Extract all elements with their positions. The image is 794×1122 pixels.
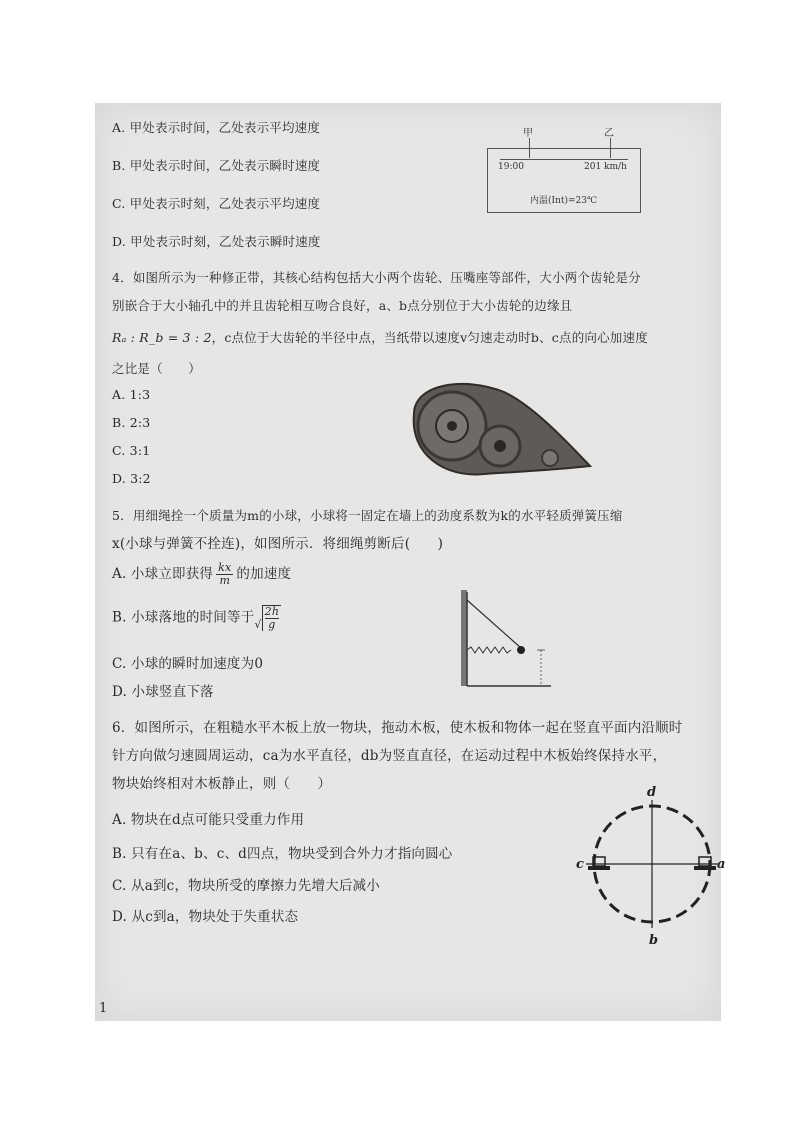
- q4-option-b: B. 2:3: [112, 415, 151, 430]
- q6-option-d: D. 从c到a，物块处于失重状态: [112, 909, 299, 925]
- q3-option-a: A. 甲处表示时间，乙处表示平均速度: [112, 120, 321, 135]
- q6-text-line2: 针方向做匀速圆周运动，ca为水平直径，db为竖直直径，在运动过程中木板始终保持水平，: [112, 748, 667, 764]
- q5-option-b: [112, 605, 281, 631]
- label-c: c: [576, 857, 584, 872]
- q4-text-line3-rest: ，c点位于大齿轮的半径中点，当纸带以速度v匀速走动时b、c点的向心加速度: [211, 330, 648, 345]
- fraction-numerator: kx: [218, 561, 232, 574]
- q3-option-c: C. 甲处表示时刻，乙处表示平均速度: [112, 196, 321, 211]
- q3-option-b: B. 甲处表示时间，乙处表示瞬时速度: [112, 158, 321, 173]
- q4-option-c: C. 3:1: [112, 443, 151, 458]
- q6-text-line3: 物块始终相对木板静止，则（ ）: [112, 776, 332, 792]
- fraction-denominator: m: [219, 574, 231, 587]
- q4-text-line4: 之比是（ ）: [112, 361, 201, 376]
- q4-radius-ratio: Rₐ : R_b = 3 : 2: [112, 330, 212, 345]
- q6-option-a: A. 物块在d点可能只受重力作用: [112, 812, 305, 828]
- q5-option-a-suffix: 的加速度: [236, 566, 292, 582]
- q5-option-d: D. 小球竖直下落: [112, 684, 214, 700]
- sign-divider: [500, 159, 628, 160]
- wall: [461, 590, 467, 686]
- spring: [467, 647, 511, 653]
- q5-option-c: C. 小球的瞬时加速度为0: [112, 656, 264, 672]
- sign-time: 19:00: [498, 162, 524, 172]
- q6-text-line1: 6．如图所示，在粗糙水平木板上放一物块，拖动木板，使木板和物体一起在竖直平面内沿顺时: [112, 720, 683, 736]
- spring-ball-diagram: [455, 588, 555, 690]
- sign-label-yi: 乙: [604, 128, 614, 139]
- q3-option-d: D. 甲处表示时刻，乙处表示瞬时速度: [112, 234, 321, 249]
- sign-speed: 201 km/h: [584, 162, 627, 172]
- sqrt-denominator: g: [268, 618, 276, 631]
- q4-text-line1: 4．如图所示为一种修正带，其核心结构包括大小两个齿轮、压嘴座等部件，大小两个齿轮是分: [112, 270, 641, 285]
- q4-text-line2: 别嵌合于大小轴孔中的并且齿轮相互吻合良好，a、b点分别位于大小齿轮的边缘且: [112, 298, 573, 313]
- correction-tape-photo: [404, 374, 594, 482]
- circular-motion-diagram: [576, 782, 726, 948]
- sign-label-jia: 甲: [523, 128, 533, 139]
- rope: [467, 600, 521, 648]
- q5-option-b-sqrt: √ $\frac{2h}{g}$: [254, 605, 280, 631]
- ball: [517, 646, 525, 654]
- q6-option-b: B. 只有在a、b、c、d四点，物块受到合外力才指向圆心: [112, 846, 453, 862]
- q4-option-a: A. 1:3: [112, 387, 151, 402]
- train-display-sign: [487, 148, 641, 213]
- q5-text-line1: 5．用细绳拴一个质量为m的小球，小球将一固定在墙上的劲度系数为k的水平轻质弹簧压缩: [112, 508, 623, 523]
- label-b: b: [649, 933, 659, 948]
- label-d: d: [647, 785, 657, 800]
- q5-option-a-fraction: [216, 562, 233, 587]
- sign-temperature: 内温(Int)=23℃: [530, 196, 598, 206]
- q5-option-a-text: A. 小球立即获得: [112, 566, 214, 582]
- sqrt-numerator: 2h: [264, 605, 280, 618]
- q4-option-d: D. 3:2: [112, 471, 151, 486]
- page-number: 1: [99, 1001, 108, 1016]
- q5-text-line2: x(小球与弹簧不拴连)，如图所示．将细绳剪断后( ): [112, 536, 444, 552]
- q6-option-c: C. 从a到c，物块所受的摩擦力先增大后减小: [112, 878, 380, 894]
- label-a: a: [717, 857, 726, 872]
- q4-text-line3: [112, 328, 648, 346]
- q5-option-a: [112, 562, 291, 587]
- q5-option-b-text: B. 小球落地的时间等于: [112, 609, 255, 626]
